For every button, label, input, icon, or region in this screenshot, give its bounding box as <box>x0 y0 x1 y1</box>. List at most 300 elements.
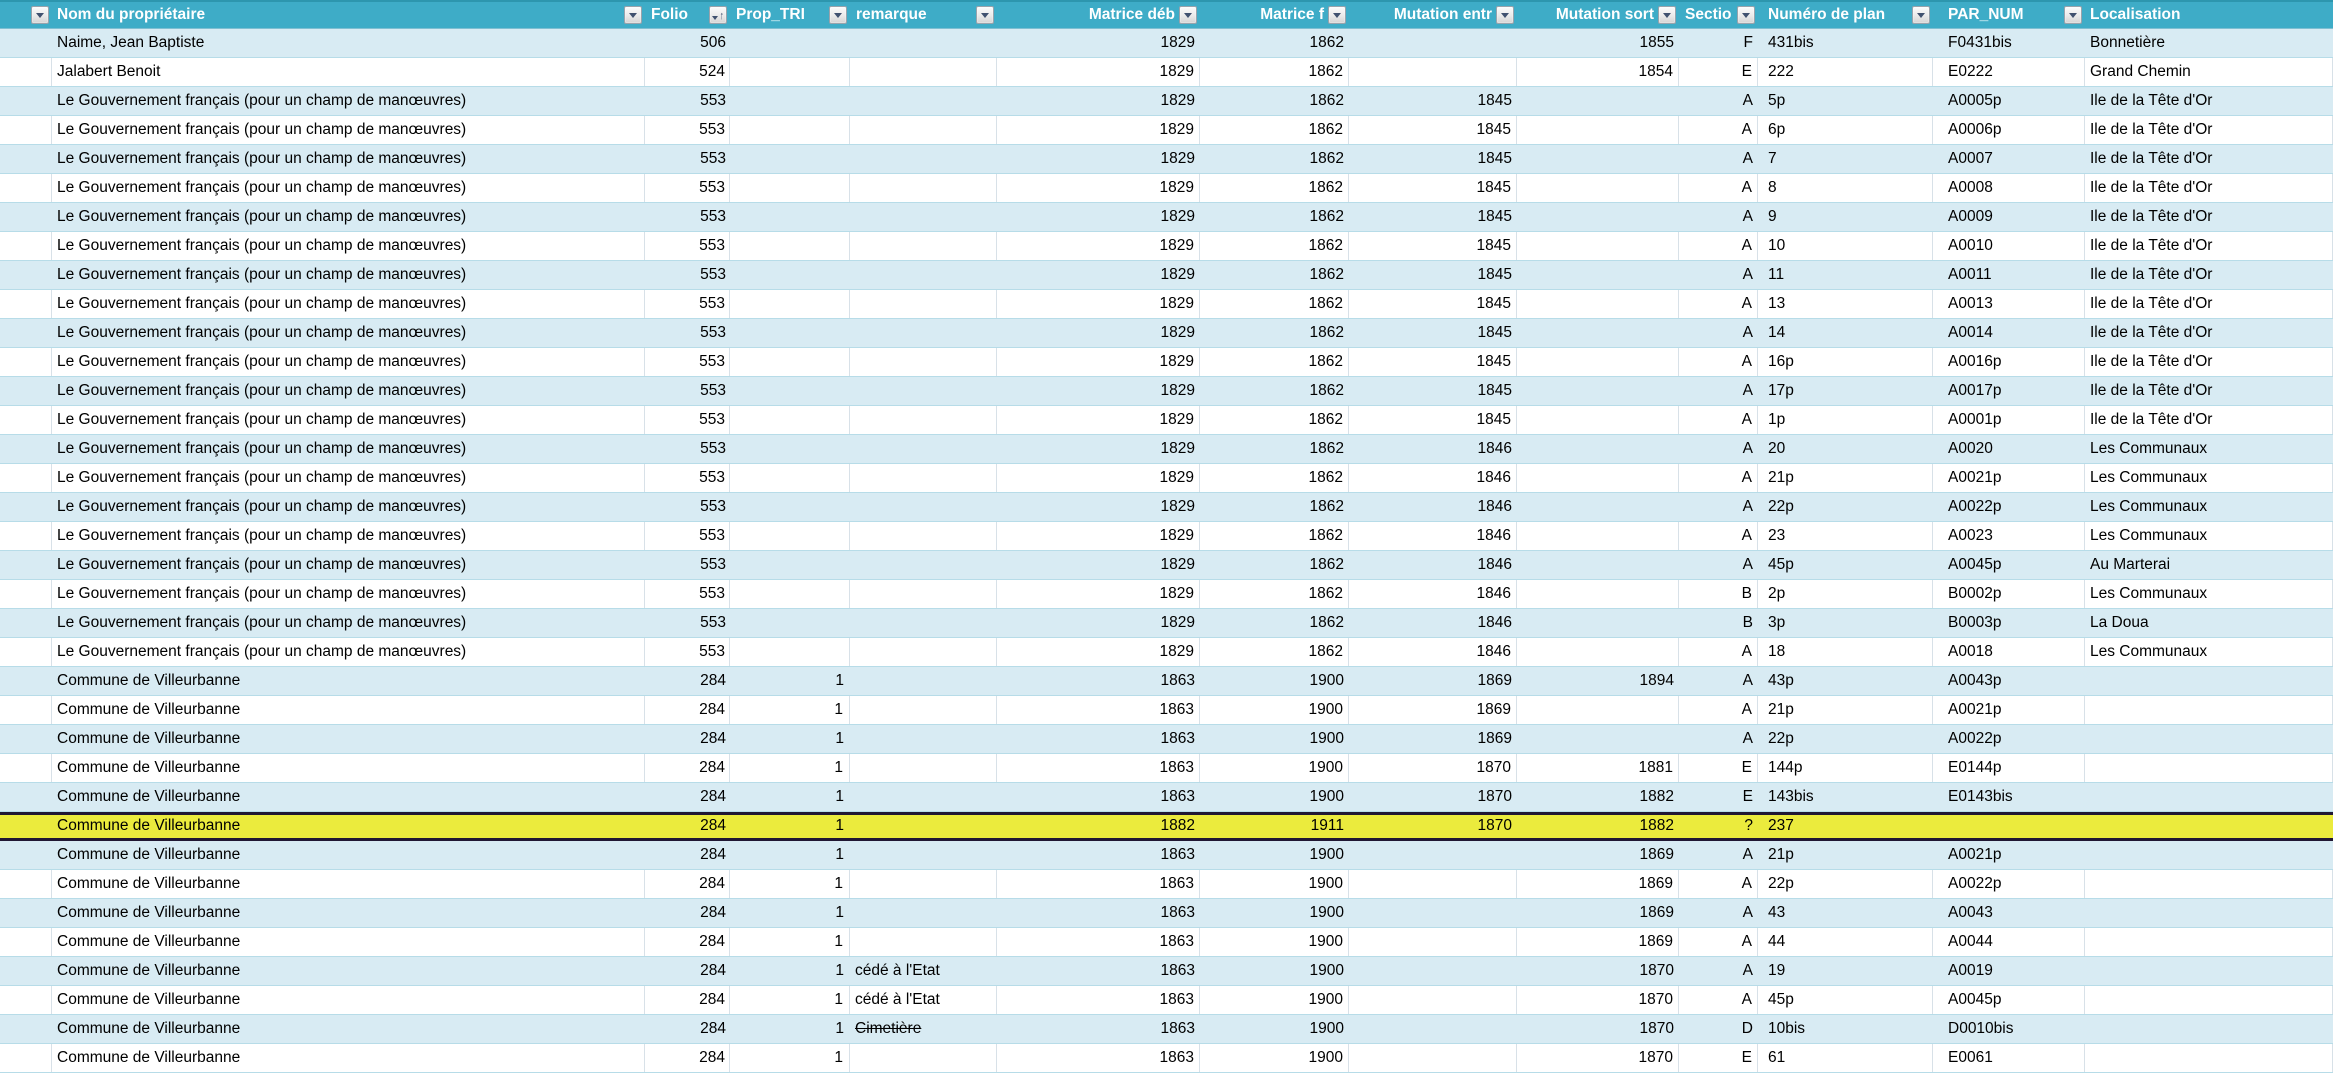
cell-matrice_deb[interactable] <box>997 261 1200 289</box>
cell-mutation_sortie[interactable] <box>1517 464 1679 492</box>
cell-blank[interactable] <box>0 58 52 86</box>
cell-nom[interactable] <box>52 116 645 144</box>
cell-remarque[interactable] <box>850 928 997 956</box>
cell-mutation_sortie[interactable] <box>1517 928 1679 956</box>
cell-remarque[interactable] <box>850 841 997 869</box>
cell-mutation_sortie[interactable] <box>1517 696 1679 724</box>
cell-par_num[interactable] <box>1933 232 2085 260</box>
cell-matrice_deb[interactable] <box>997 551 1200 579</box>
cell-remarque[interactable] <box>850 815 997 838</box>
cell-remarque[interactable] <box>850 638 997 666</box>
cell-remarque[interactable] <box>850 145 997 173</box>
cell-mutation_sortie[interactable] <box>1517 899 1679 927</box>
cell-remarque[interactable] <box>850 116 997 144</box>
cell-remarque[interactable] <box>850 609 997 637</box>
cell-localisation[interactable] <box>2085 696 2333 724</box>
cell-prop_tri[interactable] <box>730 551 850 579</box>
cell-mutation_sortie[interactable] <box>1517 754 1679 782</box>
cell-matrice_deb[interactable] <box>997 232 1200 260</box>
cell-localisation[interactable] <box>2085 957 2333 985</box>
cell-matrice_deb[interactable] <box>997 116 1200 144</box>
cell-mutation_sortie[interactable] <box>1517 232 1679 260</box>
cell-prop_tri[interactable] <box>730 261 850 289</box>
cell-mutation_entree[interactable] <box>1349 696 1517 724</box>
cell-folio[interactable] <box>645 203 730 231</box>
cell-remarque[interactable] <box>850 754 997 782</box>
cell-numero_plan[interactable] <box>1758 203 1933 231</box>
cell-par_num[interactable] <box>1933 493 2085 521</box>
cell-numero_plan[interactable] <box>1758 580 1933 608</box>
cell-remarque[interactable] <box>850 899 997 927</box>
cell-par_num[interactable] <box>1933 522 2085 550</box>
cell-numero_plan[interactable] <box>1758 174 1933 202</box>
cell-prop_tri[interactable] <box>730 580 850 608</box>
cell-prop_tri[interactable] <box>730 696 850 724</box>
cell-mutation_entree[interactable] <box>1349 754 1517 782</box>
cell-localisation[interactable] <box>2085 464 2333 492</box>
cell-blank[interactable] <box>0 1015 52 1043</box>
cell-localisation[interactable] <box>2085 1015 2333 1043</box>
cell-par_num[interactable] <box>1933 580 2085 608</box>
cell-blank[interactable] <box>0 870 52 898</box>
cell-remarque[interactable] <box>850 464 997 492</box>
cell-matrice_deb[interactable] <box>997 870 1200 898</box>
cell-matrice_fin[interactable] <box>1200 145 1349 173</box>
cell-par_num[interactable] <box>1933 783 2085 811</box>
cell-matrice_fin[interactable] <box>1200 493 1349 521</box>
cell-section[interactable] <box>1679 319 1758 347</box>
cell-nom[interactable] <box>52 145 645 173</box>
cell-prop_tri[interactable] <box>730 667 850 695</box>
cell-mutation_entree[interactable] <box>1349 957 1517 985</box>
cell-numero_plan[interactable] <box>1758 406 1933 434</box>
cell-section[interactable] <box>1679 870 1758 898</box>
cell-mutation_entree[interactable] <box>1349 261 1517 289</box>
cell-mutation_sortie[interactable] <box>1517 551 1679 579</box>
cell-mutation_entree[interactable] <box>1349 29 1517 57</box>
cell-prop_tri[interactable] <box>730 493 850 521</box>
cell-matrice_fin[interactable] <box>1200 986 1349 1014</box>
cell-numero_plan[interactable] <box>1758 377 1933 405</box>
cell-nom[interactable] <box>52 725 645 753</box>
cell-remarque[interactable] <box>850 986 997 1014</box>
cell-nom[interactable] <box>52 203 645 231</box>
cell-section[interactable] <box>1679 899 1758 927</box>
cell-prop_tri[interactable] <box>730 815 850 838</box>
cell-matrice_deb[interactable] <box>997 319 1200 347</box>
cell-mutation_sortie[interactable] <box>1517 725 1679 753</box>
cell-matrice_deb[interactable] <box>997 464 1200 492</box>
cell-matrice_fin[interactable] <box>1200 638 1349 666</box>
filter-dropdown-icon[interactable] <box>2064 6 2082 24</box>
cell-prop_tri[interactable] <box>730 870 850 898</box>
cell-numero_plan[interactable] <box>1758 754 1933 782</box>
cell-localisation[interactable] <box>2085 986 2333 1014</box>
cell-mutation_sortie[interactable] <box>1517 957 1679 985</box>
cell-numero_plan[interactable] <box>1758 815 1933 838</box>
cell-blank[interactable] <box>0 435 52 463</box>
cell-nom[interactable] <box>52 290 645 318</box>
cell-blank[interactable] <box>0 667 52 695</box>
cell-par_num[interactable] <box>1933 29 2085 57</box>
cell-section[interactable] <box>1679 58 1758 86</box>
cell-matrice_deb[interactable] <box>997 377 1200 405</box>
cell-matrice_fin[interactable] <box>1200 957 1349 985</box>
cell-folio[interactable] <box>645 609 730 637</box>
cell-localisation[interactable] <box>2085 783 2333 811</box>
cell-mutation_sortie[interactable] <box>1517 1015 1679 1043</box>
cell-matrice_deb[interactable] <box>997 522 1200 550</box>
cell-folio[interactable] <box>645 58 730 86</box>
cell-localisation[interactable] <box>2085 522 2333 550</box>
cell-matrice_deb[interactable] <box>997 957 1200 985</box>
cell-matrice_deb[interactable] <box>997 1015 1200 1043</box>
cell-mutation_entree[interactable] <box>1349 319 1517 347</box>
cell-prop_tri[interactable] <box>730 783 850 811</box>
cell-numero_plan[interactable] <box>1758 696 1933 724</box>
cell-folio[interactable] <box>645 870 730 898</box>
cell-prop_tri[interactable] <box>730 928 850 956</box>
cell-section[interactable] <box>1679 348 1758 376</box>
cell-folio[interactable] <box>645 319 730 347</box>
cell-nom[interactable] <box>52 696 645 724</box>
cell-folio[interactable] <box>645 174 730 202</box>
cell-blank[interactable] <box>0 783 52 811</box>
cell-matrice_deb[interactable] <box>997 145 1200 173</box>
cell-matrice_deb[interactable] <box>997 667 1200 695</box>
cell-nom[interactable] <box>52 754 645 782</box>
cell-par_num[interactable] <box>1933 464 2085 492</box>
cell-blank[interactable] <box>0 232 52 260</box>
cell-remarque[interactable] <box>850 580 997 608</box>
cell-numero_plan[interactable] <box>1758 348 1933 376</box>
cell-matrice_fin[interactable] <box>1200 319 1349 347</box>
cell-folio[interactable] <box>645 290 730 318</box>
cell-blank[interactable] <box>0 928 52 956</box>
cell-numero_plan[interactable] <box>1758 638 1933 666</box>
cell-par_num[interactable] <box>1933 87 2085 115</box>
cell-section[interactable] <box>1679 551 1758 579</box>
cell-matrice_deb[interactable] <box>997 87 1200 115</box>
cell-matrice_fin[interactable] <box>1200 522 1349 550</box>
cell-mutation_sortie[interactable] <box>1517 1044 1679 1072</box>
cell-remarque[interactable] <box>850 377 997 405</box>
cell-mutation_entree[interactable] <box>1349 986 1517 1014</box>
cell-par_num[interactable] <box>1933 319 2085 347</box>
cell-mutation_sortie[interactable] <box>1517 841 1679 869</box>
cell-prop_tri[interactable] <box>730 986 850 1014</box>
cell-localisation[interactable] <box>2085 493 2333 521</box>
cell-localisation[interactable] <box>2085 174 2333 202</box>
filter-dropdown-icon[interactable] <box>1912 6 1930 24</box>
cell-localisation[interactable] <box>2085 609 2333 637</box>
cell-section[interactable] <box>1679 203 1758 231</box>
cell-nom[interactable] <box>52 928 645 956</box>
cell-blank[interactable] <box>0 290 52 318</box>
cell-section[interactable] <box>1679 1044 1758 1072</box>
cell-folio[interactable] <box>645 522 730 550</box>
cell-matrice_fin[interactable] <box>1200 609 1349 637</box>
header-cell-matrice_deb[interactable] <box>997 2 1200 28</box>
cell-folio[interactable] <box>645 667 730 695</box>
cell-remarque[interactable] <box>850 87 997 115</box>
cell-folio[interactable] <box>645 232 730 260</box>
cell-par_num[interactable] <box>1933 290 2085 318</box>
cell-matrice_fin[interactable] <box>1200 406 1349 434</box>
cell-matrice_deb[interactable] <box>997 406 1200 434</box>
cell-remarque[interactable] <box>850 1044 997 1072</box>
cell-matrice_deb[interactable] <box>997 754 1200 782</box>
cell-prop_tri[interactable] <box>730 348 850 376</box>
cell-matrice_fin[interactable] <box>1200 348 1349 376</box>
cell-section[interactable] <box>1679 29 1758 57</box>
cell-mutation_entree[interactable] <box>1349 522 1517 550</box>
cell-blank[interactable] <box>0 754 52 782</box>
cell-nom[interactable] <box>52 609 645 637</box>
cell-section[interactable] <box>1679 841 1758 869</box>
cell-matrice_fin[interactable] <box>1200 290 1349 318</box>
cell-blank[interactable] <box>0 493 52 521</box>
cell-par_num[interactable] <box>1933 377 2085 405</box>
cell-prop_tri[interactable] <box>730 1015 850 1043</box>
cell-matrice_deb[interactable] <box>997 435 1200 463</box>
cell-numero_plan[interactable] <box>1758 319 1933 347</box>
cell-matrice_fin[interactable] <box>1200 815 1349 838</box>
cell-localisation[interactable] <box>2085 377 2333 405</box>
filter-dropdown-icon[interactable] <box>1328 6 1346 24</box>
cell-section[interactable] <box>1679 638 1758 666</box>
cell-mutation_entree[interactable] <box>1349 638 1517 666</box>
cell-folio[interactable] <box>645 957 730 985</box>
cell-section[interactable] <box>1679 377 1758 405</box>
cell-par_num[interactable] <box>1933 348 2085 376</box>
cell-mutation_sortie[interactable] <box>1517 609 1679 637</box>
header-cell-numero_plan[interactable] <box>1758 2 1933 28</box>
cell-remarque[interactable] <box>850 696 997 724</box>
cell-mutation_entree[interactable] <box>1349 725 1517 753</box>
cell-matrice_deb[interactable] <box>997 725 1200 753</box>
cell-prop_tri[interactable] <box>730 1044 850 1072</box>
cell-remarque[interactable] <box>850 870 997 898</box>
cell-nom[interactable] <box>52 464 645 492</box>
cell-numero_plan[interactable] <box>1758 464 1933 492</box>
cell-numero_plan[interactable] <box>1758 29 1933 57</box>
cell-mutation_entree[interactable] <box>1349 232 1517 260</box>
cell-localisation[interactable] <box>2085 290 2333 318</box>
sort-ascending-filter-icon[interactable] <box>709 6 727 24</box>
cell-numero_plan[interactable] <box>1758 1044 1933 1072</box>
header-cell-remarque[interactable] <box>850 2 997 28</box>
cell-matrice_fin[interactable] <box>1200 87 1349 115</box>
cell-folio[interactable] <box>645 1015 730 1043</box>
cell-remarque[interactable] <box>850 435 997 463</box>
cell-blank[interactable] <box>0 696 52 724</box>
cell-localisation[interactable] <box>2085 870 2333 898</box>
cell-matrice_deb[interactable] <box>997 493 1200 521</box>
cell-mutation_sortie[interactable] <box>1517 667 1679 695</box>
cell-remarque[interactable] <box>850 725 997 753</box>
cell-prop_tri[interactable] <box>730 116 850 144</box>
cell-blank[interactable] <box>0 580 52 608</box>
cell-matrice_fin[interactable] <box>1200 870 1349 898</box>
cell-matrice_deb[interactable] <box>997 290 1200 318</box>
header-cell-blank[interactable] <box>0 2 52 28</box>
cell-localisation[interactable] <box>2085 58 2333 86</box>
cell-par_num[interactable] <box>1933 725 2085 753</box>
cell-remarque[interactable] <box>850 551 997 579</box>
cell-numero_plan[interactable] <box>1758 725 1933 753</box>
filter-dropdown-icon[interactable] <box>976 6 994 24</box>
cell-numero_plan[interactable] <box>1758 522 1933 550</box>
cell-par_num[interactable] <box>1933 957 2085 985</box>
cell-matrice_fin[interactable] <box>1200 783 1349 811</box>
cell-mutation_entree[interactable] <box>1349 116 1517 144</box>
cell-section[interactable] <box>1679 783 1758 811</box>
cell-matrice_deb[interactable] <box>997 1044 1200 1072</box>
cell-blank[interactable] <box>0 986 52 1014</box>
cell-numero_plan[interactable] <box>1758 609 1933 637</box>
cell-matrice_deb[interactable] <box>997 783 1200 811</box>
cell-localisation[interactable] <box>2085 435 2333 463</box>
cell-nom[interactable] <box>52 348 645 376</box>
cell-folio[interactable] <box>645 754 730 782</box>
cell-prop_tri[interactable] <box>730 174 850 202</box>
cell-blank[interactable] <box>0 522 52 550</box>
cell-prop_tri[interactable] <box>730 319 850 347</box>
cell-mutation_entree[interactable] <box>1349 1044 1517 1072</box>
header-cell-section[interactable] <box>1679 2 1758 28</box>
cell-numero_plan[interactable] <box>1758 493 1933 521</box>
cell-blank[interactable] <box>0 348 52 376</box>
cell-mutation_sortie[interactable] <box>1517 29 1679 57</box>
cell-nom[interactable] <box>52 870 645 898</box>
cell-nom[interactable] <box>52 58 645 86</box>
cell-blank[interactable] <box>0 203 52 231</box>
cell-blank[interactable] <box>0 957 52 985</box>
cell-mutation_entree[interactable] <box>1349 87 1517 115</box>
cell-nom[interactable] <box>52 377 645 405</box>
cell-mutation_entree[interactable] <box>1349 899 1517 927</box>
cell-section[interactable] <box>1679 145 1758 173</box>
cell-nom[interactable] <box>52 493 645 521</box>
cell-par_num[interactable] <box>1933 899 2085 927</box>
cell-section[interactable] <box>1679 725 1758 753</box>
cell-nom[interactable] <box>52 174 645 202</box>
cell-folio[interactable] <box>645 725 730 753</box>
cell-mutation_entree[interactable] <box>1349 290 1517 318</box>
cell-matrice_deb[interactable] <box>997 580 1200 608</box>
cell-mutation_entree[interactable] <box>1349 667 1517 695</box>
cell-nom[interactable] <box>52 29 645 57</box>
cell-matrice_fin[interactable] <box>1200 377 1349 405</box>
cell-localisation[interactable] <box>2085 815 2333 838</box>
cell-localisation[interactable] <box>2085 261 2333 289</box>
cell-folio[interactable] <box>645 348 730 376</box>
cell-par_num[interactable] <box>1933 667 2085 695</box>
cell-prop_tri[interactable] <box>730 725 850 753</box>
cell-mutation_sortie[interactable] <box>1517 348 1679 376</box>
cell-prop_tri[interactable] <box>730 29 850 57</box>
cell-remarque[interactable] <box>850 783 997 811</box>
cell-matrice_fin[interactable] <box>1200 841 1349 869</box>
cell-prop_tri[interactable] <box>730 377 850 405</box>
cell-prop_tri[interactable] <box>730 58 850 86</box>
cell-localisation[interactable] <box>2085 754 2333 782</box>
cell-par_num[interactable] <box>1933 815 2085 838</box>
cell-matrice_fin[interactable] <box>1200 58 1349 86</box>
cell-par_num[interactable] <box>1933 754 2085 782</box>
cell-matrice_fin[interactable] <box>1200 464 1349 492</box>
cell-mutation_entree[interactable] <box>1349 551 1517 579</box>
cell-remarque[interactable] <box>850 174 997 202</box>
cell-mutation_entree[interactable] <box>1349 928 1517 956</box>
cell-section[interactable] <box>1679 696 1758 724</box>
cell-mutation_entree[interactable] <box>1349 203 1517 231</box>
cell-mutation_sortie[interactable] <box>1517 638 1679 666</box>
cell-folio[interactable] <box>645 406 730 434</box>
cell-matrice_fin[interactable] <box>1200 580 1349 608</box>
cell-par_num[interactable] <box>1933 609 2085 637</box>
cell-numero_plan[interactable] <box>1758 986 1933 1014</box>
cell-blank[interactable] <box>0 841 52 869</box>
cell-localisation[interactable] <box>2085 551 2333 579</box>
cell-nom[interactable] <box>52 522 645 550</box>
cell-par_num[interactable] <box>1933 551 2085 579</box>
cell-prop_tri[interactable] <box>730 638 850 666</box>
cell-numero_plan[interactable] <box>1758 290 1933 318</box>
cell-prop_tri[interactable] <box>730 899 850 927</box>
cell-mutation_sortie[interactable] <box>1517 815 1679 838</box>
cell-prop_tri[interactable] <box>730 754 850 782</box>
cell-par_num[interactable] <box>1933 1044 2085 1072</box>
cell-folio[interactable] <box>645 493 730 521</box>
cell-mutation_sortie[interactable] <box>1517 319 1679 347</box>
cell-folio[interactable] <box>645 899 730 927</box>
cell-localisation[interactable] <box>2085 406 2333 434</box>
cell-section[interactable] <box>1679 435 1758 463</box>
cell-remarque[interactable] <box>850 406 997 434</box>
cell-folio[interactable] <box>645 29 730 57</box>
filter-dropdown-icon[interactable] <box>829 6 847 24</box>
cell-matrice_fin[interactable] <box>1200 667 1349 695</box>
cell-numero_plan[interactable] <box>1758 58 1933 86</box>
cell-mutation_sortie[interactable] <box>1517 493 1679 521</box>
cell-matrice_fin[interactable] <box>1200 203 1349 231</box>
cell-matrice_deb[interactable] <box>997 638 1200 666</box>
cell-matrice_deb[interactable] <box>997 58 1200 86</box>
cell-numero_plan[interactable] <box>1758 145 1933 173</box>
cell-section[interactable] <box>1679 1015 1758 1043</box>
cell-folio[interactable] <box>645 116 730 144</box>
cell-blank[interactable] <box>0 145 52 173</box>
cell-localisation[interactable] <box>2085 319 2333 347</box>
cell-matrice_fin[interactable] <box>1200 696 1349 724</box>
cell-folio[interactable] <box>645 261 730 289</box>
cell-section[interactable] <box>1679 261 1758 289</box>
cell-remarque[interactable] <box>850 667 997 695</box>
cell-prop_tri[interactable] <box>730 435 850 463</box>
cell-folio[interactable] <box>645 986 730 1014</box>
cell-section[interactable] <box>1679 957 1758 985</box>
cell-blank[interactable] <box>0 899 52 927</box>
cell-par_num[interactable] <box>1933 261 2085 289</box>
cell-matrice_fin[interactable] <box>1200 899 1349 927</box>
cell-localisation[interactable] <box>2085 725 2333 753</box>
cell-nom[interactable] <box>52 667 645 695</box>
cell-folio[interactable] <box>645 377 730 405</box>
cell-prop_tri[interactable] <box>730 841 850 869</box>
cell-mutation_entree[interactable] <box>1349 145 1517 173</box>
